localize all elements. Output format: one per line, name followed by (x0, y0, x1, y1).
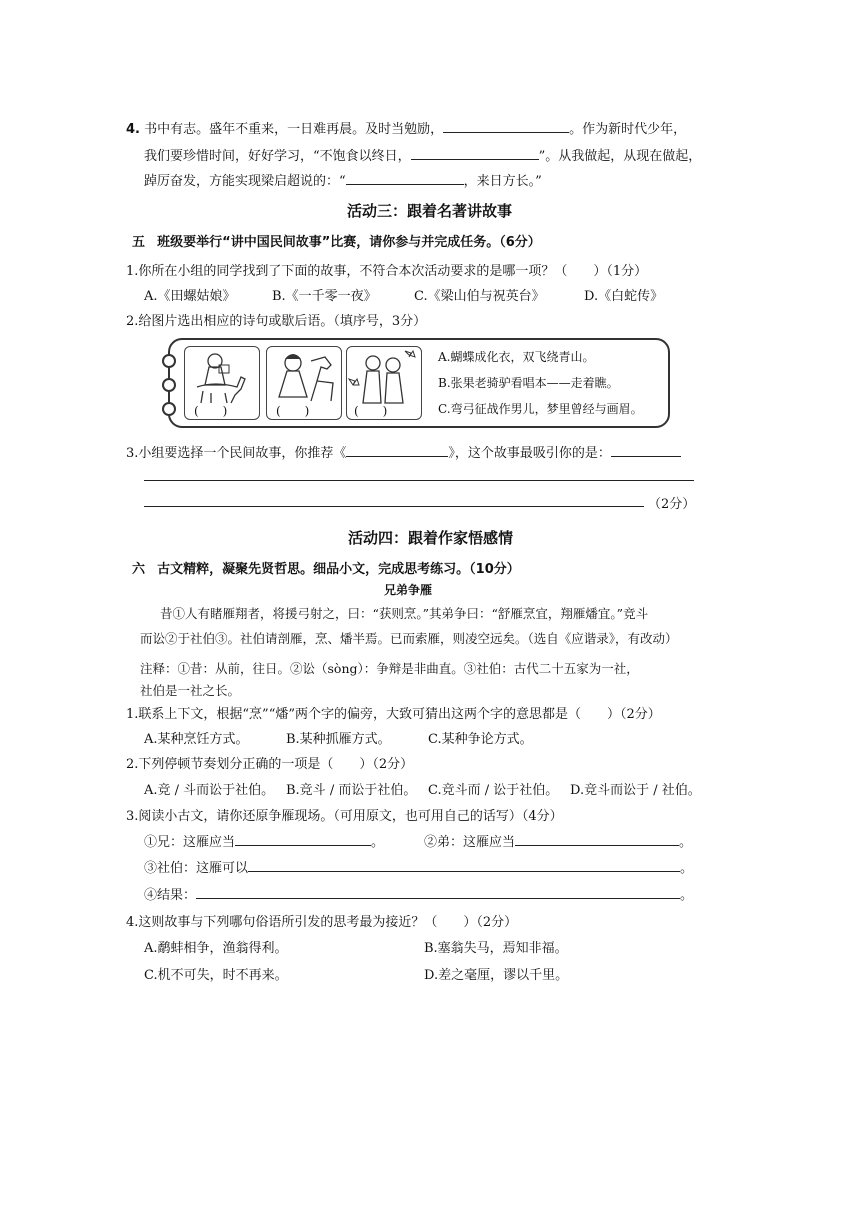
binder-ring (162, 402, 176, 416)
a4-q2: 2.下列停顿节奏划分正确的一项是（ ）（2分） (126, 757, 414, 772)
answer-paren-3[interactable]: ( ) (354, 404, 388, 418)
q4-line3 (144, 170, 542, 189)
younger-label: ②弟：这雁应当 (424, 835, 516, 850)
answer-blank[interactable] (443, 120, 569, 133)
section5-text: 班级要举行“讲中国民间故事”比赛，请你参与并完成任务。（6分） (157, 235, 541, 250)
a3-q3-text-b: 》，这个故事最吸引你的是： (448, 446, 611, 461)
answer-paren-1[interactable]: ( ) (194, 404, 228, 418)
answer-line[interactable] (144, 506, 644, 507)
a4-q4-option-c[interactable]: C.机不可失，时不再来。 (144, 968, 288, 983)
brother-label: ①兄：这雁应当 (144, 835, 236, 850)
a4-q4-option-d[interactable]: D.差之毫厘，谬以千里。 (424, 968, 569, 983)
answer-blank[interactable] (346, 172, 464, 185)
notes-line-2: 社伯是一社之长。 (140, 683, 241, 698)
a4-q3-brother: ①兄：这雁应当 。 (144, 835, 385, 850)
a4-q3-younger: ②弟：这雁应当 。 (424, 835, 693, 850)
activity3-title: 活动三：跟着名著讲故事 (347, 202, 513, 220)
a3-q2: 2.给图片选出相应的诗句或歇后语。（填序号，3分） (126, 314, 427, 329)
activity4-title: 活动四：跟着作家悟感情 (348, 529, 514, 547)
a4-q2-option-c[interactable]: C.竞斗而 / 讼于社伯。 (428, 783, 559, 798)
girl-horse-drawing (267, 347, 341, 405)
answer-blank[interactable] (235, 833, 371, 846)
section6-text: 古文精粹，凝聚先贤哲思。细品小文，完成思考练习。（10分） (157, 562, 520, 577)
choice-c: C.弯弓征战作男儿，梦里曾经与画眉。 (438, 402, 643, 416)
q4-line2 (144, 145, 701, 164)
shebo-label: ③社伯：这雁可以 (144, 861, 249, 876)
result-label: ④结果： (144, 888, 197, 903)
a3-q1-option-d[interactable]: D.《白蛇传》 (584, 289, 664, 304)
a3-q1: 1.你所在小组的同学找到了下面的故事，不符合本次活动要求的是哪一项？（ ）（1分） (126, 264, 648, 279)
q4-text-1a: 书中有志。盛年不重来，一日难再晨。及时当勉励， (144, 122, 444, 137)
section5-number: 五 (132, 235, 146, 250)
answer-blank[interactable] (515, 833, 679, 846)
a3-q1-option-b[interactable]: B.《一千零一夜》 (272, 289, 377, 304)
a4-q3-result: ④结果： 。 (144, 888, 694, 903)
a4-q4-option-a[interactable]: A.鹬蚌相争，渔翁得利。 (144, 941, 288, 956)
answer-blank[interactable] (411, 147, 539, 160)
a4-q1-option-c[interactable]: C.某种争论方式。 (428, 732, 533, 747)
binder-ring (162, 354, 176, 368)
q4-text-3a: 踔厉奋发，方能实现梁启超说的：“ (144, 174, 346, 189)
section5-header (132, 231, 541, 250)
q4-text-3b: ，来日方长。” (463, 174, 542, 189)
choice-b: B.张果老骑驴看唱本——走着瞧。 (438, 376, 619, 390)
q4-text-2a: 我们要珍惜时间，好好学习，“不饱食以终日， (144, 149, 411, 164)
passage-line-1: 昔①人有睹雁翔者，将援弓射之，曰：“获则烹。”其弟争曰：“舒雁烹宜，翔雁燔宜。”竞斗 (160, 606, 649, 621)
section6-number: 六 (132, 562, 146, 577)
q4-line1 (126, 118, 686, 137)
a4-q3: 3.阅读小古文，请你还原争雁现场。（可用原文，也可用自己的话写）（4分） (126, 809, 563, 824)
a4-q1-option-b[interactable]: B.某种抓雁方式。 (286, 732, 391, 747)
choice-a: A.蝴蝶成化衣，双飞绕青山。 (438, 350, 595, 364)
a3-q3-text-a: 3.小组要选择一个民间故事，你推荐《 (126, 446, 347, 461)
answer-blank[interactable] (346, 444, 448, 457)
a3-q3 (126, 442, 681, 461)
answer-line[interactable] (144, 480, 694, 481)
answer-blank[interactable] (196, 886, 680, 899)
answer-blank[interactable] (611, 444, 681, 457)
a4-q2-option-a[interactable]: A.竞 / 斗而讼于社伯。 (144, 783, 275, 798)
a4-q3-shebo: ③社伯：这雁可以 。 (144, 861, 694, 876)
a3-q3-score: （2分） (648, 497, 696, 512)
a4-q2-option-d[interactable]: D.竞斗而讼于 / 社伯。 (570, 783, 701, 798)
passage-line-2: 而讼②于社伯③。社伯请剖雁，烹、燔半焉。已而索雁，则凌空远矣。（选自《应谐录》，有改动） (140, 631, 678, 646)
a4-q1-option-a[interactable]: A.某种烹饪方式。 (144, 732, 249, 747)
binder-ring (162, 378, 176, 392)
q4-number: 4. (126, 122, 140, 137)
answer-paren-2[interactable]: ( ) (276, 404, 310, 418)
butterfly-lovers-drawing (347, 347, 421, 405)
passage-title: 兄弟争雁 (384, 583, 433, 597)
a3-q1-option-c[interactable]: C.《梁山伯与祝英台》 (414, 289, 545, 304)
picture-matching-panel (168, 338, 670, 428)
a4-q2-option-b[interactable]: B.竞斗 / 而讼于社伯。 (286, 783, 417, 798)
a4-q4: 4.这则故事与下列哪句俗语所引发的思考最为接近？（ ）（2分） (126, 915, 518, 930)
q4-text-2b: ”。从我做起，从现在做起， (538, 149, 702, 164)
notes-line-1: 注释：①昔：从前，往日。②讼（sòng）：争辩是非曲直。③社伯：古代二十五家为一社， (140, 661, 639, 676)
q4-text-1b: 。作为新时代少年， (569, 122, 687, 137)
a4-q1: 1.联系上下文，根据“烹”“燔”两个字的偏旁，大致可猜出这两个字的意思都是（ ）（2分） (126, 707, 661, 722)
donkey-rider-drawing (185, 347, 259, 405)
a3-q1-option-a[interactable]: A.《田螺姑娘》 (144, 289, 236, 304)
answer-blank[interactable] (248, 859, 680, 872)
a4-q4-option-b[interactable]: B.塞翁失马，焉知非福。 (424, 941, 568, 956)
section6-header (132, 558, 520, 577)
